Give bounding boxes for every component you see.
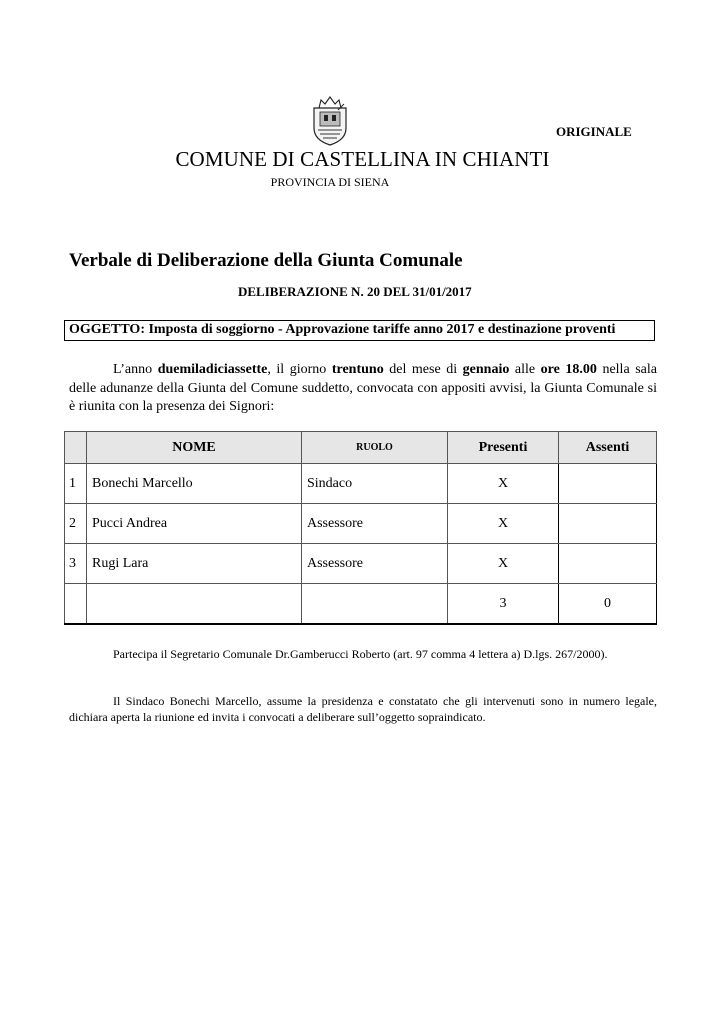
year-words: duemiladiciassette [157, 362, 268, 377]
secretary-paragraph [69, 646, 657, 662]
table-row [65, 504, 657, 544]
table-row [65, 464, 657, 504]
row-number: 2 [65, 504, 87, 544]
municipality-name: COMUNE DI CASTELLINA IN CHIANTI [175, 147, 550, 171]
subject-box [64, 320, 655, 341]
paragraph-text: Il Sindaco Bonechi Marcello, assume la presidenza e constatato che gli intervenuti sono in numero legale, dichiara aperta la riunione ed invita i convocati a deliberare sull’oggetto sopraindicato. [69, 694, 657, 724]
intro-text: nella sala delle adunanze della Giunta del Comune suddetto, convocata con appositi avvisi, la Giunta Comunale si è riunita con la presenza dei Signori: [69, 362, 657, 414]
coat-of-arms-logo [311, 96, 349, 146]
header-assenti: Assenti [559, 432, 657, 464]
totals-empty-cell [65, 584, 87, 625]
original-label: ORIGINALE [556, 124, 632, 139]
absent-mark [559, 544, 657, 584]
present-mark: X [448, 504, 559, 544]
attendance-table [64, 431, 657, 625]
absent-mark [559, 464, 657, 504]
intro-text: , il giorno [267, 362, 332, 377]
total-absent: 0 [559, 584, 657, 625]
province-name: PROVINCIA DI SIENA [270, 175, 390, 189]
member-name: Bonechi Marcello [87, 464, 302, 504]
header-presenti: Presenti [448, 432, 559, 464]
member-name: Pucci Andrea [87, 504, 302, 544]
deliberation-number: DELIBERAZIONE N. 20 DEL 31/01/2017 [238, 284, 472, 299]
intro-paragraph [69, 361, 657, 417]
intro-text: del mese di [383, 362, 463, 377]
paragraph-text: Partecipa il Segretario Comunale Dr.Gamberucci Roberto (art. 97 comma 4 lettera a) D.lgs. 267/2000). [113, 647, 608, 661]
mayor-paragraph [69, 693, 657, 725]
intro-text: L’anno [113, 362, 158, 377]
header-nome: NOME [87, 432, 302, 464]
present-mark: X [448, 464, 559, 504]
member-name: Rugi Lara [87, 544, 302, 584]
table-row [65, 544, 657, 584]
member-role: Assessore [302, 544, 448, 584]
month-name: gennaio [462, 362, 510, 377]
table-header-row [65, 432, 657, 464]
totals-empty-cell [87, 584, 302, 625]
present-mark: X [448, 544, 559, 584]
header-ruolo: RUOLO [302, 432, 448, 464]
day-words: trentuno [331, 362, 384, 377]
totals-row [65, 584, 657, 625]
subject-text: OGGETTO: Imposta di soggiorno - Approvazione tariffe anno 2017 e destinazione proventi [69, 322, 616, 337]
intro-text: alle [509, 362, 541, 377]
absent-mark [559, 504, 657, 544]
member-role: Sindaco [302, 464, 448, 504]
member-role: Assessore [302, 504, 448, 544]
total-present: 3 [448, 584, 559, 625]
row-number: 3 [65, 544, 87, 584]
row-number: 1 [65, 464, 87, 504]
header-number-cell [65, 432, 87, 464]
meeting-time: ore 18.00 [540, 362, 597, 377]
totals-empty-cell [302, 584, 448, 625]
document-title: Verbale di Deliberazione della Giunta Comunale [69, 250, 463, 271]
